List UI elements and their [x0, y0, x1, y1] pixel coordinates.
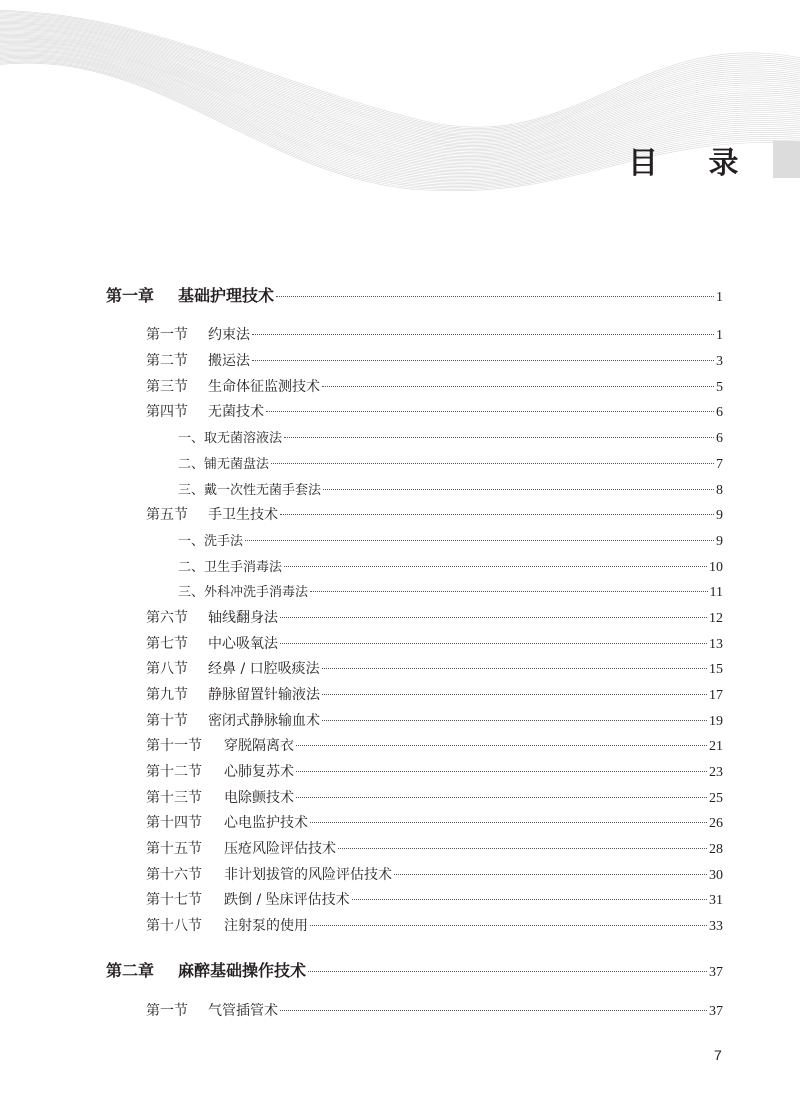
toc-section[interactable]	[146, 401, 723, 421]
toc-section[interactable]	[146, 376, 723, 396]
toc-section-label: 第十一节	[146, 738, 202, 754]
toc-subsection[interactable]	[178, 581, 723, 601]
toc-section-title: 心电监护技术	[224, 815, 308, 831]
dot-leader	[284, 566, 707, 567]
toc-subsection[interactable]	[178, 530, 723, 550]
dot-leader	[310, 822, 707, 823]
toc-section-title: 心肺复苏术	[224, 764, 294, 780]
toc-chapter-title: 基础护理技术	[178, 286, 275, 305]
toc-page-number: 28	[709, 842, 723, 857]
toc-page-number: 23	[709, 765, 723, 780]
toc-page-number: 6	[716, 405, 723, 420]
dot-leader	[280, 617, 707, 618]
dot-leader	[271, 463, 714, 464]
dot-leader	[308, 971, 707, 972]
toc-page-number: 6	[716, 431, 723, 446]
toc-section-label: 第十三节	[146, 790, 202, 806]
toc-section[interactable]	[146, 684, 723, 704]
toc-section-title: 生命体征监测技术	[208, 379, 320, 395]
toc-page-number: 15	[709, 662, 723, 677]
toc-section-title: 跌倒 / 坠床评估技术	[224, 892, 350, 908]
toc-chapter-1[interactable]	[106, 283, 723, 306]
toc-section-title: 电除颤技术	[224, 790, 294, 806]
toc-page-number: 25	[709, 791, 723, 806]
toc-page-number: 9	[716, 508, 723, 523]
toc-section[interactable]	[146, 889, 723, 909]
toc-section[interactable]	[146, 504, 723, 524]
toc-section[interactable]	[146, 710, 723, 730]
dot-leader	[323, 489, 714, 490]
toc-subsection[interactable]	[178, 479, 723, 499]
toc-section[interactable]	[146, 864, 723, 884]
toc-subsection-title: 三、戴一次性无菌手套法	[178, 483, 322, 498]
dot-leader	[266, 411, 714, 412]
toc-section-label: 第十四节	[146, 815, 202, 831]
toc-section-label: 第二节	[146, 353, 188, 369]
dot-leader	[352, 899, 707, 900]
toc-page-number: 17	[709, 688, 723, 703]
dot-leader	[280, 643, 707, 644]
toc-subsection[interactable]	[178, 427, 723, 447]
dot-leader	[322, 694, 707, 695]
toc-section-title: 经鼻 / 口腔吸痰法	[208, 661, 320, 677]
toc-subsection-title: 二、铺无菌盘法	[178, 457, 270, 472]
dot-leader	[310, 925, 707, 926]
toc-section[interactable]	[146, 915, 723, 935]
toc-section-title: 静脉留置针输液法	[208, 687, 320, 703]
toc-page-number: 21	[709, 739, 723, 754]
toc-page-number: 37	[709, 965, 723, 980]
dot-leader	[276, 296, 714, 297]
page-number: 7	[714, 1047, 722, 1063]
toc-section-label: 第九节	[146, 687, 188, 703]
toc-subsection-title: 一、洗手法	[178, 534, 244, 549]
toc-section-title: 气管插管术	[208, 1003, 278, 1019]
toc-section[interactable]	[146, 350, 723, 370]
dot-leader	[296, 771, 707, 772]
toc-section[interactable]	[146, 324, 723, 344]
toc-section[interactable]	[146, 1000, 723, 1020]
toc-section[interactable]	[146, 787, 723, 807]
dot-leader	[338, 848, 707, 849]
toc-section-label: 第十二节	[146, 764, 202, 780]
toc-page-number: 26	[709, 816, 723, 831]
toc-page-number: 3	[716, 354, 723, 369]
toc-subsection-title: 三、外科冲洗手消毒法	[178, 585, 309, 600]
toc-section-title: 中心吸氧法	[208, 636, 278, 652]
toc-page-number: 13	[709, 637, 723, 652]
toc-chapter-2[interactable]	[106, 958, 723, 981]
toc-section[interactable]	[146, 812, 723, 832]
toc-subsection[interactable]	[178, 453, 723, 473]
toc-section-title: 非计划拔管的风险评估技术	[224, 867, 392, 883]
dot-leader	[322, 720, 707, 721]
toc-section[interactable]	[146, 607, 723, 627]
toc-section-title: 穿脱隔离衣	[224, 738, 294, 754]
toc-section[interactable]	[146, 658, 723, 678]
toc-section[interactable]	[146, 838, 723, 858]
toc-section-label: 第八节	[146, 661, 188, 677]
toc-page-number: 1	[716, 328, 723, 343]
toc-section-title: 约束法	[208, 327, 250, 343]
dot-leader	[280, 514, 714, 515]
dot-leader	[252, 334, 714, 335]
toc-subsection[interactable]	[178, 556, 723, 576]
toc-section-title: 密闭式静脉输血术	[208, 713, 320, 729]
toc-section-title: 注射泵的使用	[224, 918, 308, 934]
toc-page-number: 30	[709, 868, 723, 883]
toc-page-number: 8	[716, 483, 723, 498]
toc-section-label: 第一节	[146, 327, 188, 343]
dot-leader	[284, 437, 714, 438]
toc-section[interactable]	[146, 761, 723, 781]
dot-leader	[310, 591, 708, 592]
toc-page-number: 12	[709, 611, 723, 626]
toc-section-label: 第十七节	[146, 892, 202, 908]
toc-page-number: 5	[716, 380, 723, 395]
toc-page-number: 10	[709, 560, 723, 575]
toc-section-label: 第三节	[146, 379, 188, 395]
toc-section-title: 手卫生技术	[208, 507, 278, 523]
toc-section[interactable]	[146, 633, 723, 653]
page-title: 目 录	[628, 146, 759, 181]
dot-leader	[322, 668, 707, 669]
toc-section-label: 第五节	[146, 507, 188, 523]
toc-section-label: 第一节	[146, 1003, 188, 1019]
dot-leader	[322, 386, 714, 387]
dot-leader	[245, 540, 714, 541]
toc-page-number: 1	[716, 290, 723, 305]
toc-section-label: 第六节	[146, 610, 188, 626]
toc-chapter-title: 麻醉基础操作技术	[178, 961, 307, 980]
toc-subsection-title: 二、卫生手消毒法	[178, 560, 283, 575]
toc-page-number: 31	[709, 893, 723, 908]
toc-section[interactable]	[146, 735, 723, 755]
toc-chapter-label: 第二章	[106, 961, 155, 980]
toc-section-label: 第十六节	[146, 867, 202, 883]
dot-leader	[296, 745, 707, 746]
toc-section-label: 第七节	[146, 636, 188, 652]
toc-page-number: 11	[709, 585, 723, 600]
dot-leader	[280, 1010, 707, 1011]
toc-page-number: 9	[716, 534, 723, 549]
toc-chapter-label: 第一章	[106, 286, 155, 305]
toc-section-label: 第四节	[146, 404, 188, 420]
toc-section-label: 第十节	[146, 713, 188, 729]
toc-page-number: 19	[709, 714, 723, 729]
toc-section-label: 第十五节	[146, 841, 202, 857]
toc-section-title: 无菌技术	[208, 404, 264, 420]
dot-leader	[252, 360, 714, 361]
toc-page-number: 7	[716, 457, 723, 472]
toc-page-number: 33	[709, 919, 723, 934]
toc-section-title: 轴线翻身法	[208, 610, 278, 626]
toc-section-title: 搬运法	[208, 353, 250, 369]
dot-leader	[394, 874, 707, 875]
toc-section-label: 第十八节	[146, 918, 202, 934]
toc-subsection-title: 一、取无菌溶液法	[178, 431, 283, 446]
toc-section-title: 压疮风险评估技术	[224, 841, 336, 857]
dot-leader	[296, 797, 707, 798]
toc-page-number: 37	[709, 1004, 723, 1019]
